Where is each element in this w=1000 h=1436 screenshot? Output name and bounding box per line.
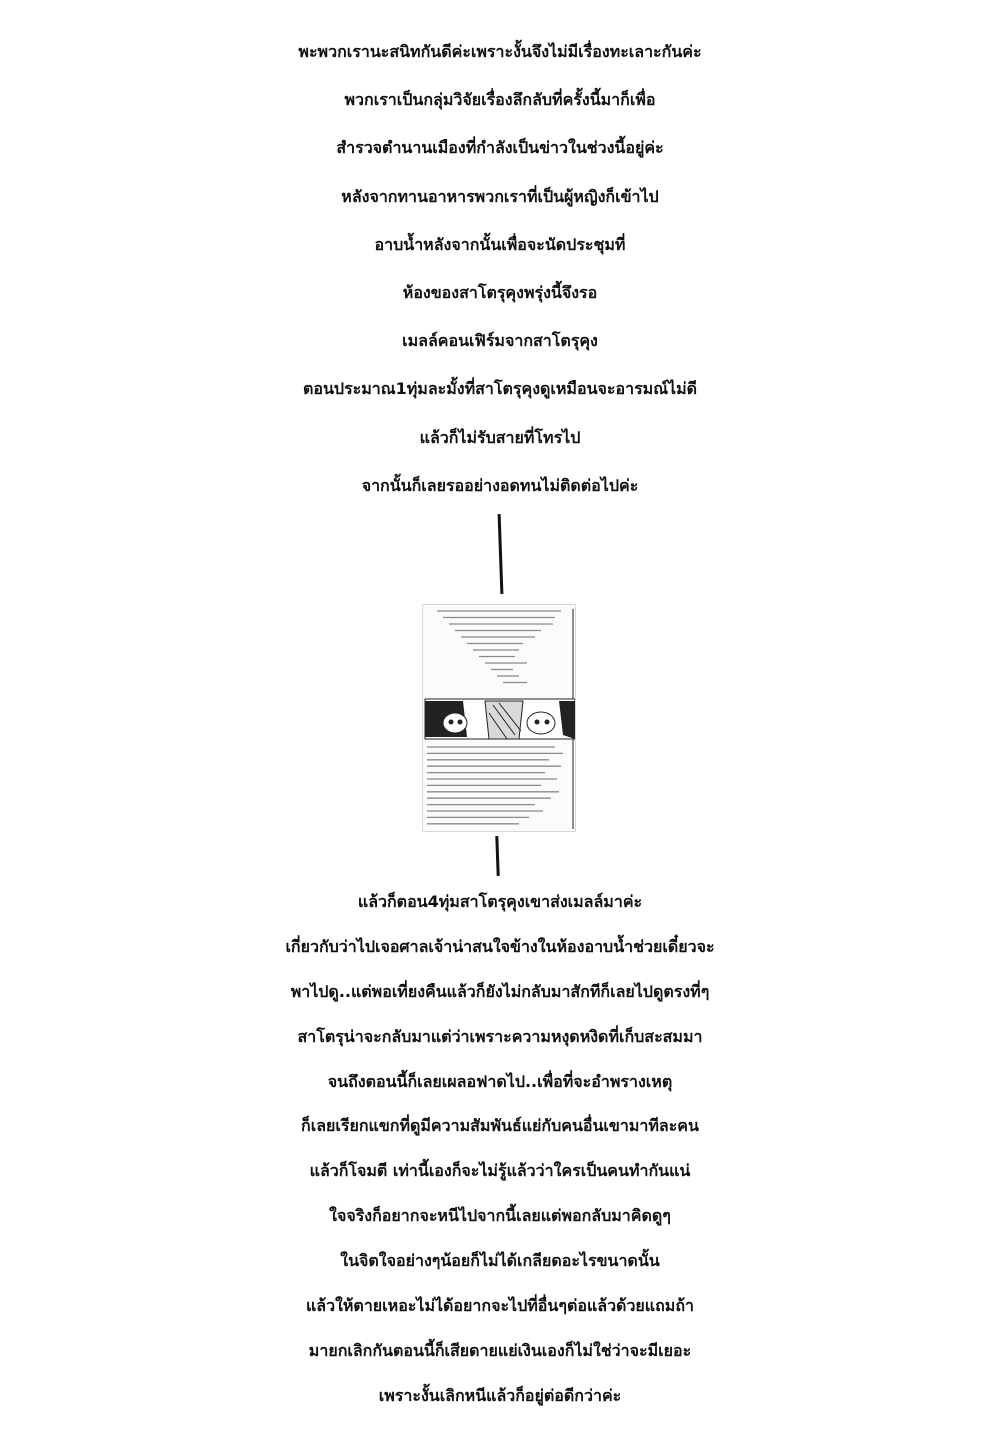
bottom-text-line: ก็เลยเรียกแขกที่ดูมีความสัมพันธ์แย่กับคนอื่นเขามาทีละคน [301, 1116, 699, 1136]
thumb-eye [449, 720, 454, 725]
top-text-line: จากนั้นก็เลยรออย่างอดทนไม่ติดต่อไปค่ะ [361, 475, 639, 495]
bottom-text-block [40, 880, 960, 1419]
bottom-text-line: เพราะงั้นเลิกหนีแล้วก็อยู่ต่อดีกว่าค่ะ [378, 1385, 622, 1405]
top-text-line: ตอนประมาณ1ทุ่มละมั้งที่สาโตรุคุงดูเหมือนจะอารมณ์ไม่ดี [302, 379, 698, 399]
thumb-eye [535, 720, 540, 725]
bottom-text-line: จนถึงตอนนี้ก็เลยเผลอฟาดไป..เพื่อที่จะอำพรางเหตุ [327, 1071, 673, 1091]
bottom-text-line: ในจิตใจอย่างๆน้อยก็ไม่ได้เกลียดอะไรขนาดนั้น [340, 1251, 660, 1271]
top-text-line: อาบน้ำหลังจากนั้นเพื่อจะนัดประชุมที่ [374, 234, 626, 254]
connector-line-bottom [495, 836, 499, 876]
bottom-text-line: แล้วให้ตายเหอะไม่ได้อยากจะไปที่อื่นๆต่อแล้วด้วยแถมถ้า [305, 1296, 695, 1316]
thumb-eye [458, 720, 463, 725]
bottom-text-line: สาโตรุน่าจะกลับมาแต่ว่าเพราะความหงุดหงิดที่เก็บสะสมมา [297, 1026, 703, 1046]
thumb-eye [545, 720, 550, 725]
thumb-face-right [527, 712, 555, 734]
manga-page-thumbnail-icon [423, 605, 576, 832]
top-text-line: ห้องของสาโตรุคุงพรุ่งนี้จึงรอ [402, 282, 598, 302]
top-text-line: พะพวกเรานะสนิทกันดีค่ะเพราะงั้นจึงไม่มีเรื่องทะเลาะกันค่ะ [298, 42, 702, 61]
top-text-line: เมลล์คอนเฟิร์มจากสาโตรุคุง [402, 331, 598, 351]
bottom-text-line: มายกเลิกกันตอนนี้ก็เสียดายแย่เงินเองก็ไม่ใช่ว่าจะมีเยอะ [308, 1340, 692, 1360]
bottom-text-line: ใจจริงก็อยากจะหนีไปจากนี้เลยแต่พอกลับมาคิดดูๆ [329, 1206, 671, 1226]
bottom-text-line: พาไปดู..แต่พอเที่ยงคืนแล้วก็ยังไม่กลับมาสักทีก็เลยไปดูตรงที่ๆ [290, 981, 710, 1001]
bottom-text-line: แล้วก็ตอน4ทุ่มสาโตรุคุงเขาส่งเมลล์มาค่ะ [357, 892, 643, 911]
top-text-line: พวกเราเป็นกลุ่มวิจัยเรื่องลึกลับที่ครั้งนี้มาก็เพื่อ [344, 90, 656, 110]
top-text-block [40, 28, 960, 510]
bottom-text-line: แล้วก็โจมตี เท่านี้เองก็จะไม่รู้แล้วว่าใครเป็นคนทำกันแน่ [309, 1161, 691, 1181]
top-text-line: สำรวจตำนานเมืองที่กำลังเป็นข่าวในช่วงนี้อยู่ค่ะ [336, 138, 664, 158]
top-text-line: แล้วก็ไม่รับสายที่โทรไป [419, 427, 581, 447]
bottom-text-line: เกี่ยวกับว่าไปเจอศาลเจ้าน่าสนใจข้างในห้องอาบน้ำช่วยเดี๋ยวจะ [285, 936, 715, 956]
connector-line-top [498, 514, 504, 594]
manga-page-thumbnail [422, 604, 576, 832]
top-text-line: หลังจากทานอาหารพวกเราที่เป็นผู้หญิงก็เข้าไป [341, 186, 659, 206]
thumb-face-left [443, 713, 467, 733]
